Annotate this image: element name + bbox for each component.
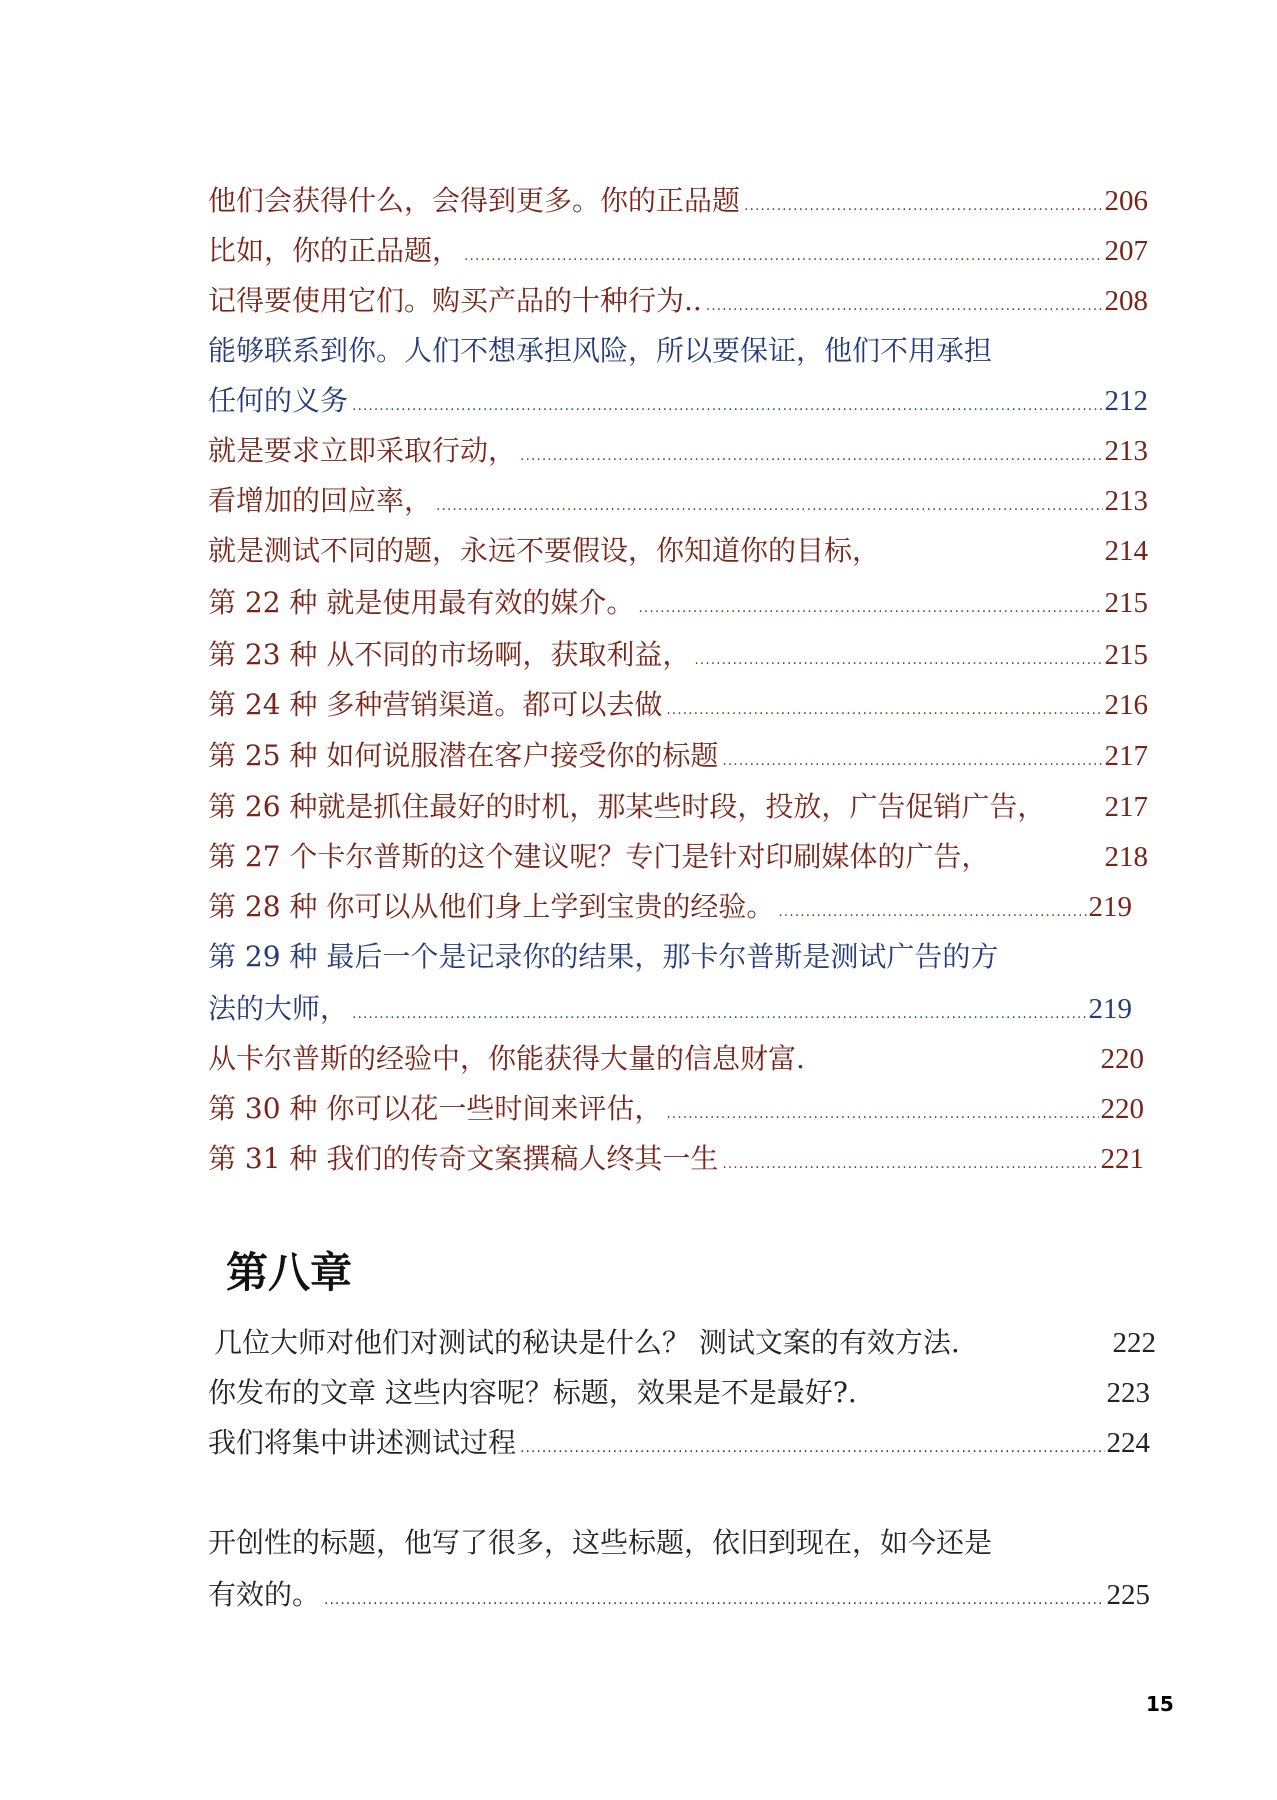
toc-entry-page: 220 xyxy=(1100,1093,1144,1125)
toc-leader-dots xyxy=(666,685,1102,735)
toc-entry-page: 218 xyxy=(1104,841,1148,873)
toc-entry-title: 记得要使用它们。购买产品的十种行为.. xyxy=(208,284,702,317)
toc-entry xyxy=(208,1570,1150,1620)
page-number: 15 xyxy=(1146,1692,1174,1716)
toc-entry-page: 213 xyxy=(1104,435,1148,467)
toc-entry-wrapped-line xyxy=(208,326,1078,376)
toc-entry-page: 208 xyxy=(1104,285,1148,317)
toc-entry-page: 213 xyxy=(1104,485,1148,517)
toc-entry-title: 第 30 种 你可以花一些时间来评估， xyxy=(208,1092,663,1125)
toc-leader-dots xyxy=(520,1423,1104,1473)
toc-leader-dots xyxy=(722,1139,1098,1189)
toc-entry-title: 第 25 种 如何说服潜在客户接受你的标题 xyxy=(208,739,719,772)
toc-entry-page: 215 xyxy=(1104,587,1148,619)
toc-entry-title: 就是测试不同的题，永远不要假设，你知道你的目标， xyxy=(208,534,881,567)
toc-entry-title: 法的大师， xyxy=(208,992,349,1025)
toc-leader-dots xyxy=(722,736,1102,786)
toc-leader-dots xyxy=(520,431,1102,481)
toc-entry xyxy=(208,882,1132,932)
toc-entry-page: 217 xyxy=(1104,791,1148,823)
toc-entry-wrapped-line xyxy=(208,932,1078,982)
toc-entry-page: 212 xyxy=(1104,385,1148,417)
toc-entry-page: 217 xyxy=(1104,740,1148,772)
toc-entry-title: 你发布的文章 这些内容呢？标题，效果是不是最好?. xyxy=(208,1376,857,1409)
toc-entry xyxy=(208,731,1148,781)
toc-leader-dots xyxy=(464,231,1102,281)
toc-entry xyxy=(208,984,1132,1034)
toc-entry xyxy=(208,630,1148,680)
toc-entry-page: 223 xyxy=(1106,1377,1150,1409)
toc-leader-dots xyxy=(694,635,1102,685)
toc-entry-title: 看增加的回应率， xyxy=(208,484,433,517)
toc-entry-page: 207 xyxy=(1104,235,1148,267)
toc-entry-page: 219 xyxy=(1088,891,1132,923)
toc-entry-title: 任何的义务 xyxy=(208,384,349,417)
toc-leader-dots xyxy=(324,1575,1104,1625)
toc-leader-dots xyxy=(666,1089,1098,1139)
toc-leader-dots xyxy=(352,989,1086,1039)
toc-entry xyxy=(208,176,1148,226)
toc-entry xyxy=(208,1084,1144,1134)
toc-entry xyxy=(208,578,1148,628)
toc-entry xyxy=(208,782,1148,832)
toc-entry xyxy=(208,832,1148,882)
toc-leader-dots xyxy=(352,381,1102,431)
toc-entry xyxy=(208,1368,1150,1418)
toc-entry-page: 222 xyxy=(1112,1327,1156,1359)
toc-entry xyxy=(214,1318,1156,1368)
toc-entry-title: 第 22 种 就是使用最有效的媒介。 xyxy=(208,586,635,619)
toc-entry xyxy=(208,526,1148,576)
toc-leader-dots xyxy=(778,887,1086,937)
toc-entry xyxy=(208,680,1148,730)
toc-entry-page: 225 xyxy=(1106,1579,1150,1611)
toc-entry-page: 215 xyxy=(1104,639,1148,671)
toc-entry-page: 220 xyxy=(1100,1043,1144,1075)
toc-entry-title: 有效的。 xyxy=(208,1578,321,1611)
toc-leader-dots xyxy=(436,481,1102,531)
toc-entry-title: 几位大师对他们对测试的秘诀是什么？ 测试文案的有效方法. xyxy=(214,1326,960,1359)
toc-entry-title: 开创性的标题，他写了很多，这些标题，依旧到现在，如今还是 xyxy=(208,1526,993,1559)
toc-entry xyxy=(208,1034,1144,1084)
toc-leader-dots xyxy=(706,281,1103,331)
toc-entry-title: 第 27 个卡尔普斯的这个建议呢？专门是针对印刷媒体的广告， xyxy=(208,840,990,873)
toc-entry xyxy=(208,276,1148,326)
toc-entry-title: 我们将集中讲述测试过程 xyxy=(208,1426,517,1459)
toc-entry-title: 第 29 种 最后一个是记录你的结果，那卡尔普斯是测试广告的方 xyxy=(208,940,999,973)
toc-entry xyxy=(208,376,1148,426)
toc-entry-title: 他们会获得什么，会得到更多。你的正品题 xyxy=(208,184,741,217)
toc-entry-title: 第 31 种 我们的传奇文案撰稿人终其一生 xyxy=(208,1142,719,1175)
toc-entry xyxy=(208,426,1148,476)
toc-entry-page: 219 xyxy=(1088,993,1132,1025)
toc-entry-title: 第 26 种就是抓住最好的时机，那某些时段，投放，广告促销广告， xyxy=(208,790,1046,823)
toc-entry-title: 就是要求立即采取行动， xyxy=(208,434,517,467)
toc-entry-page: 206 xyxy=(1104,185,1148,217)
toc-entry-page: 224 xyxy=(1106,1427,1150,1459)
toc-leader-dots xyxy=(638,583,1102,633)
toc-entry-wrapped-line xyxy=(208,1518,1078,1568)
toc-entry-title: 第 28 种 你可以从他们身上学到宝贵的经验。 xyxy=(208,890,775,923)
toc-entry-title: 第 24 种 多种营销渠道。都可以去做 xyxy=(208,688,663,721)
chapter-heading: 第八章 xyxy=(226,1248,353,1297)
toc-entry-page: 221 xyxy=(1100,1143,1144,1175)
toc-entry-title: 比如，你的正品题， xyxy=(208,234,461,267)
toc-entry xyxy=(208,1134,1144,1184)
toc-entry xyxy=(208,1418,1150,1468)
toc-entry-title: 能够联系到你。人们不想承担风险，所以要保证，他们不用承担 xyxy=(208,334,993,367)
toc-entry-page: 216 xyxy=(1104,689,1148,721)
toc-entry xyxy=(208,226,1148,276)
toc-entry-title: 第 23 种 从不同的市场啊，获取利益， xyxy=(208,638,691,671)
toc-entry xyxy=(208,476,1148,526)
toc-entry-page: 214 xyxy=(1104,535,1148,567)
toc-entry-title: 从卡尔普斯的经验中，你能获得大量的信息财富. xyxy=(208,1042,805,1075)
toc-leader-dots xyxy=(744,181,1102,231)
